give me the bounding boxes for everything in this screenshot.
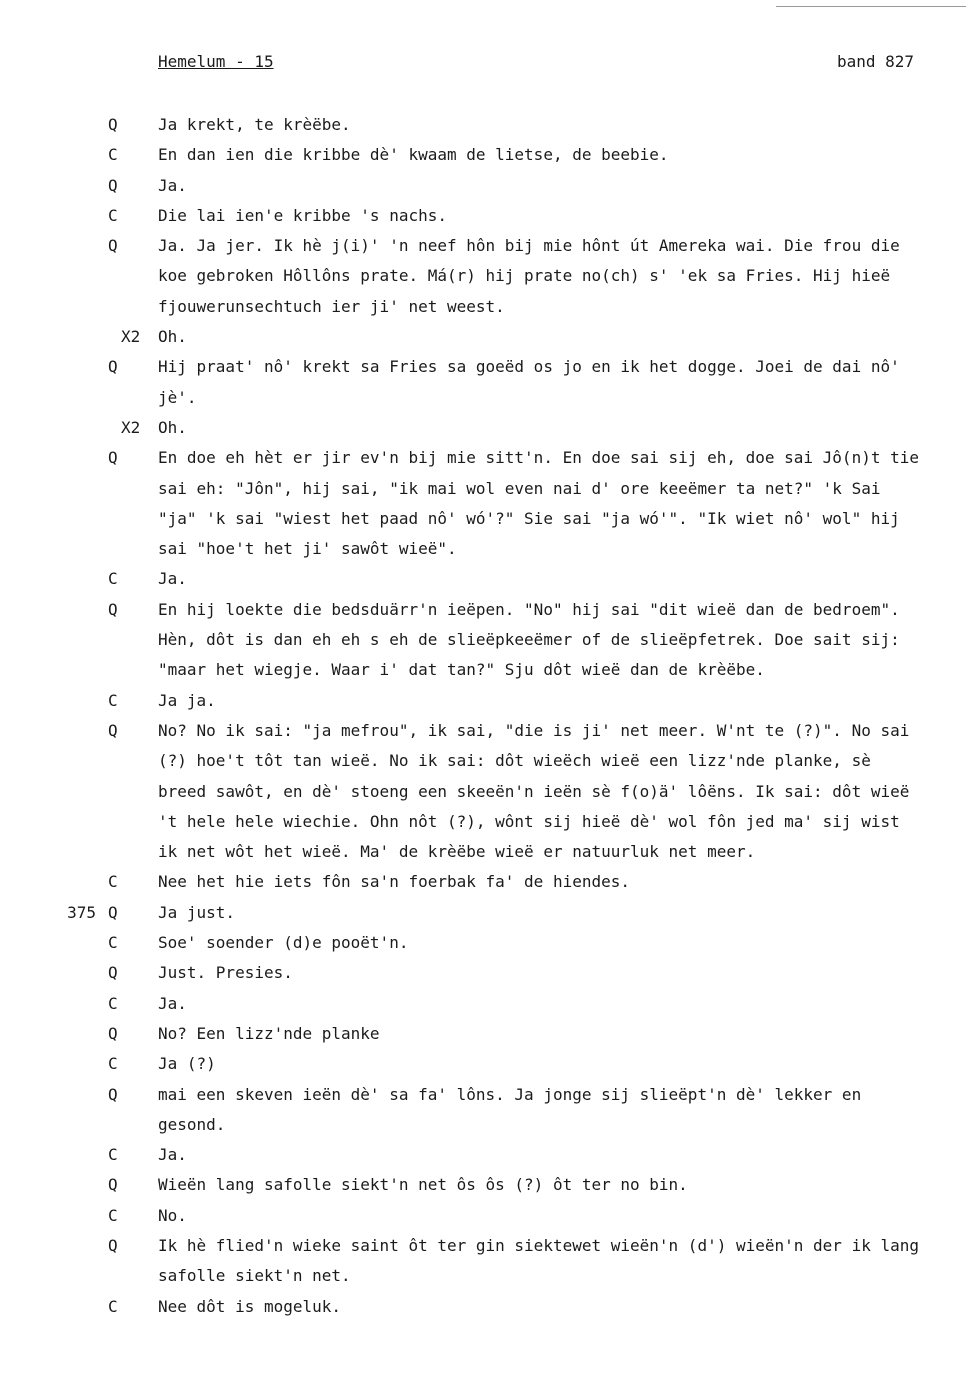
- utterance-text: Ja.: [158, 1145, 187, 1165]
- page-header-band: band 827: [836, 52, 914, 71]
- transcript-turn: [0, 1201, 973, 1231]
- transcript-turn: [0, 322, 973, 352]
- utterance-text: Oh.: [158, 327, 187, 347]
- utterance-text: No.: [158, 1205, 187, 1225]
- transcript-turn: [0, 686, 973, 716]
- utterance-text: Just. Presies.: [158, 963, 293, 983]
- transcript-turn: [0, 413, 973, 443]
- utterance-text: Hij praat' nô' krekt sa Fries sa goeëd os jo en ik het dogge. Joei de dai nô' jè'.: [158, 357, 900, 407]
- utterance-text: Die lai ien'e kribbe 's nachs.: [158, 205, 447, 225]
- utterance-text: mai een skeven ieën dè' sa fa' lôns. Ja jonge sij slieëpt'n dè' lekker en gesond.: [158, 1084, 862, 1134]
- speaker-label: C: [108, 1296, 118, 1316]
- speaker-label: Q: [108, 720, 118, 740]
- utterance-text: En dan ien die kribbe dè' kwaam de lietse, de beebie.: [158, 145, 669, 165]
- transcript-turn: [0, 1231, 973, 1292]
- utterance-text: Ja ja.: [158, 690, 216, 710]
- speaker-label: Q: [108, 902, 118, 922]
- speaker-label: Q: [108, 115, 118, 134]
- speaker-label: C: [108, 872, 118, 892]
- transcript-turn: [0, 1170, 973, 1200]
- speaker-label: Q: [108, 599, 118, 619]
- speaker-label: Q: [108, 1235, 118, 1255]
- utterance-text: Ja. Ja jer. Ik hè j(i)' 'n neef hôn bij mie hônt út Amereka wai. Die frou die koe gebroken Hôllôns prate. Má(r) hij prate no(ch) s' 'ek sa Fries. Hij hieë fjouwerunsechtuch ier ji' net weest.: [158, 236, 900, 316]
- speaker-label: C: [108, 205, 118, 225]
- speaker-label: C: [108, 569, 118, 589]
- speaker-label: C: [108, 145, 118, 165]
- transcript-turn: [0, 110, 973, 140]
- speaker-label: Q: [108, 175, 118, 195]
- line-number: 375: [67, 902, 96, 922]
- speaker-label: X2: [121, 327, 141, 347]
- transcript-turn: [0, 595, 973, 686]
- speaker-label: Q: [108, 236, 118, 256]
- utterance-text: En hij loekte die bedsduärr'n ieëpen. "No" hij sai "dit wieë dan de bedroem". Hèn, dôt is dan eh eh s eh de slieëpkeeëmer of de slieëpfetrek. Doe sait sij: "maar het wiegje. Waar i' dat tan?" Sju dôt wieë dan de krèëbe.: [158, 599, 900, 680]
- transcript-turn: [0, 140, 973, 170]
- transcript-turn: [0, 443, 973, 564]
- transcript-turn: [0, 989, 973, 1019]
- page-header-title: Hemelum - 15: [158, 52, 274, 71]
- transcript-turn: [0, 928, 973, 958]
- transcript-turn: [0, 352, 973, 413]
- utterance-text: Wieën lang safolle siekt'n net ôs ôs (?) ôt ter no bin.: [158, 1175, 688, 1195]
- speaker-label: Q: [108, 448, 118, 468]
- top-edge-rule: [776, 6, 966, 7]
- speaker-label: C: [108, 993, 118, 1013]
- speaker-label: Q: [108, 1175, 118, 1195]
- transcript-body: [0, 110, 973, 1322]
- speaker-label: C: [108, 690, 118, 710]
- utterance-text: No? No ik sai: "ja mefrou", ik sai, "die is ji' net meer. W'nt te (?)". No sai (?) hoe't tôt tan wieë. No ik sai: dôt wieëch wieë een lizz'nde planke, sè breed sawôt, en dè' stoeng een skeeën'n ieën sè f(o)ä' lôëns. Ik sai: dôt wieë 't hele hele wiechie. Ohn nôt (?), wônt sij hieë dè' wol fôn jed ma' sij wist ik net wôt het wieë. Ma' de krèëbe wieë er natuurluk net meer.: [158, 720, 910, 862]
- utterance-text: Ja.: [158, 175, 187, 195]
- transcript-turn: [0, 1080, 973, 1141]
- speaker-label: Q: [108, 357, 118, 377]
- utterance-text: Soe' soender (d)e pooët'n.: [158, 933, 409, 953]
- utterance-text: Ik hè flied'n wieke saint ôt ter gin siektewet wieën'n (d') wieën'n der ik lang safolle siekt'n net.: [158, 1235, 919, 1286]
- speaker-label: C: [108, 1205, 118, 1225]
- speaker-label: Q: [108, 1084, 118, 1104]
- utterance-text: Nee dôt is mogeluk.: [158, 1296, 342, 1316]
- utterance-text: Ja krekt, te krèëbe.: [158, 115, 351, 134]
- transcript-turn: [0, 1049, 973, 1079]
- utterance-text: Oh.: [158, 417, 187, 437]
- transcript-turn: [0, 958, 973, 988]
- speaker-label: C: [108, 933, 118, 953]
- utterance-text: Ja (?): [158, 1054, 216, 1074]
- speaker-label: Q: [108, 1023, 118, 1043]
- transcript-turn: [0, 1292, 973, 1322]
- speaker-label: Q: [108, 963, 118, 983]
- transcript-turn: [0, 898, 973, 928]
- utterance-text: No? Een lizz'nde planke: [158, 1023, 380, 1043]
- speaker-label: C: [108, 1054, 118, 1074]
- transcript-turn: [0, 564, 973, 594]
- utterance-text: Ja.: [158, 993, 187, 1013]
- transcript-turn: [0, 867, 973, 897]
- transcript-turn: [0, 231, 973, 322]
- transcript-turn: [0, 201, 973, 231]
- utterance-text: Ja.: [158, 569, 187, 589]
- speaker-label: C: [108, 1145, 118, 1165]
- transcript-turn: [0, 716, 973, 867]
- utterance-text: Nee het hie iets fôn sa'n foerbak fa' de hiendes.: [158, 872, 631, 892]
- transcript-turn: [0, 171, 973, 201]
- utterance-text: En doe eh hèt er jir ev'n bij mie sitt'n. En doe sai sij eh, doe sai Jô(n)t tie sai eh: "Jôn", hij sai, "ik mai wol even nai d' ore keeëmer ta net?" 'k Sai "ja" 'k sai "wiest het paad nô' wó'?" Sie sai "ja wó'". "Ik wiet nô' wol" hij sai "hoe't het ji' sawôt wieë".: [158, 448, 919, 559]
- transcript-turn: [0, 1019, 973, 1049]
- utterance-text: Ja just.: [158, 902, 236, 922]
- speaker-label: X2: [121, 417, 141, 437]
- transcript-turn: [0, 1140, 973, 1170]
